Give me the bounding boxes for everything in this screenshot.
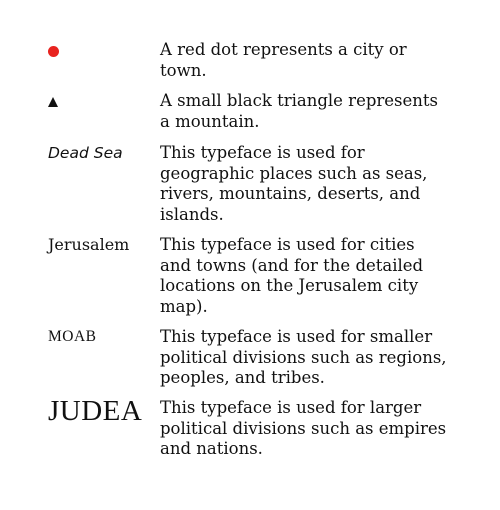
legend-row-large-divisions	[0, 395, 500, 468]
map-legend	[0, 40, 500, 468]
legend-row-city	[0, 40, 500, 91]
black-triangle-icon	[48, 97, 58, 107]
legend-description: This typeface is used for larger political divisions such as empires and nations.	[160, 398, 447, 458]
legend-row-cities	[0, 235, 500, 327]
legend-description: This typeface is used for geographic places such as seas, rivers, mountains, deserts, and islands.	[160, 143, 428, 224]
legend-row-mountain	[0, 91, 500, 143]
legend-key	[48, 40, 59, 57]
legend-description: This typeface is used for cities and towns (and for the detailed locations on the Jerusalem city map).	[160, 235, 424, 316]
legend-description: A small black triangle represents a mountain.	[160, 91, 439, 131]
legend-row-small-divisions	[0, 327, 500, 398]
legend-description: A red dot represents a city or town.	[160, 40, 407, 80]
legend-row-geographic	[0, 143, 500, 235]
legend-key-geographic-sample: Dead Sea	[48, 144, 123, 162]
red-dot-icon	[48, 46, 59, 57]
legend-key-large-division-sample: JUDEA	[48, 395, 143, 427]
legend-key-city-sample: Jerusalem	[48, 235, 130, 254]
legend-description: This typeface is used for smaller political divisions such as regions, peoples, and tribes.	[160, 327, 447, 387]
legend-key-small-division-sample: MOAB	[48, 328, 97, 345]
legend-key	[48, 91, 58, 107]
